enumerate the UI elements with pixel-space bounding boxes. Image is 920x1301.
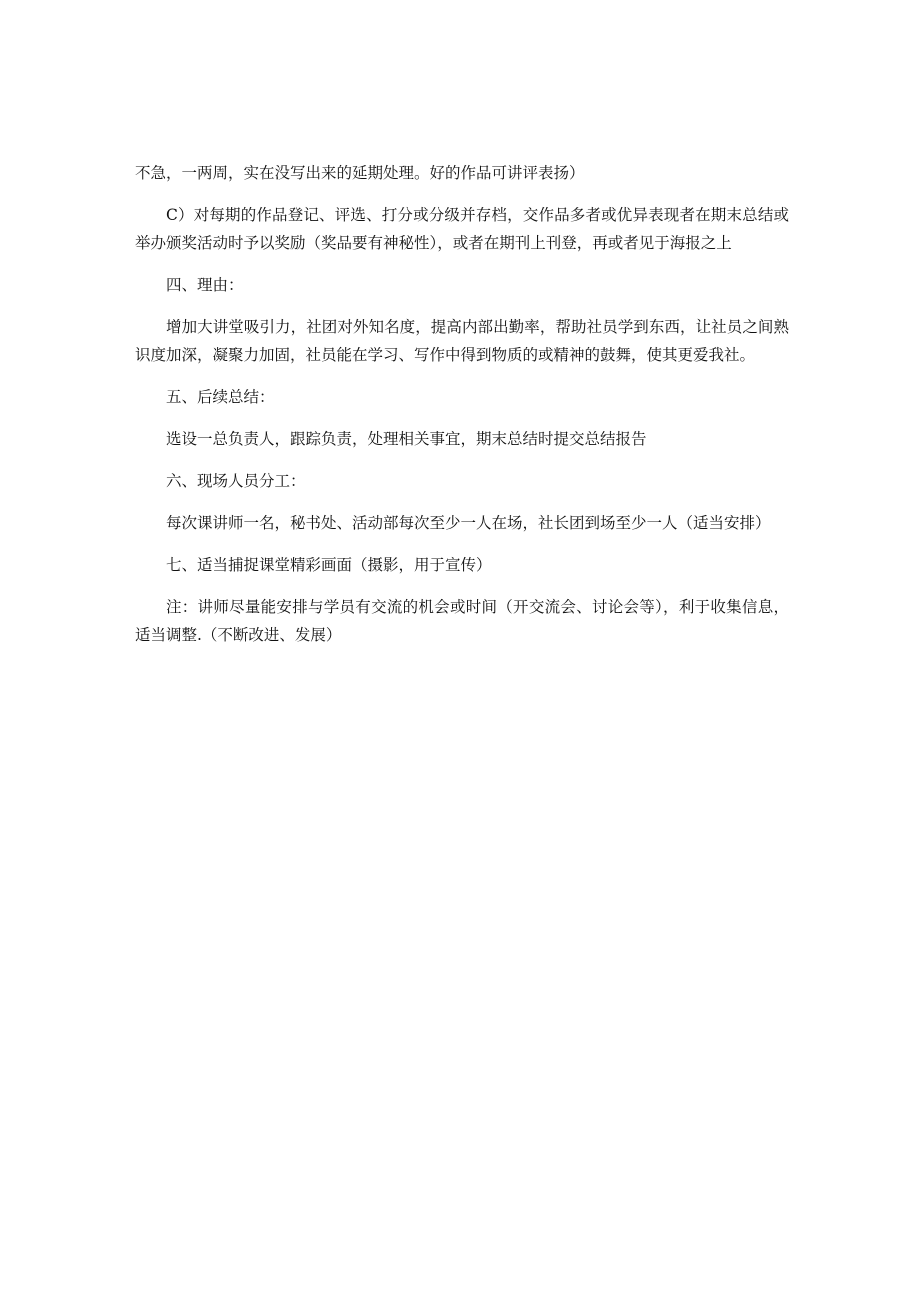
section-heading-staffing: 六、现场人员分工： [166, 472, 306, 490]
section-heading-photography: 七、适当捕捉课堂精彩画面（摄影，用于宣传） [166, 556, 492, 574]
paragraph-staffing: 每次课讲师一名，秘书处、活动部每次至少一人在场，社长团到场至少一人（适当安排） [166, 514, 771, 532]
paragraph-follow-up: 选设一总负责人，跟踪负责，处理相关事宜，期末总结时提交总结报告 [166, 430, 647, 448]
paragraph-continuation: 不急，一两周，实在没写出来的延期处理。好的作品可讲评表扬） [135, 164, 585, 182]
paragraph-reasons: 增加大讲堂吸引力，社团对外知名度，提高内部出勤率，帮助社员学到东西，让社员之间熟识度加深，凝聚力加固，社员能在学习、写作中得到物质的或精神的鼓舞，使其更爱我社。 [135, 318, 789, 364]
section-heading-reasons: 四、理由： [166, 276, 244, 294]
paragraph-item-c: C）对每期的作品登记、评选、打分或分级并存档，交作品多者或优异表现者在期末总结或举办颁奖活动时予以奖励（奖品要有神秘性），或者在期刊上刊登，再或者见于海报之上 [135, 206, 789, 252]
section-heading-follow-up: 五、后续总结： [166, 388, 275, 406]
paragraph-note: 注：讲师尽量能安排与学员有交流的机会或时间（开交流会、讨论会等），利于收集信息，适当调整.（不断改进、发展） [135, 598, 789, 644]
document-body [135, 159, 789, 663]
